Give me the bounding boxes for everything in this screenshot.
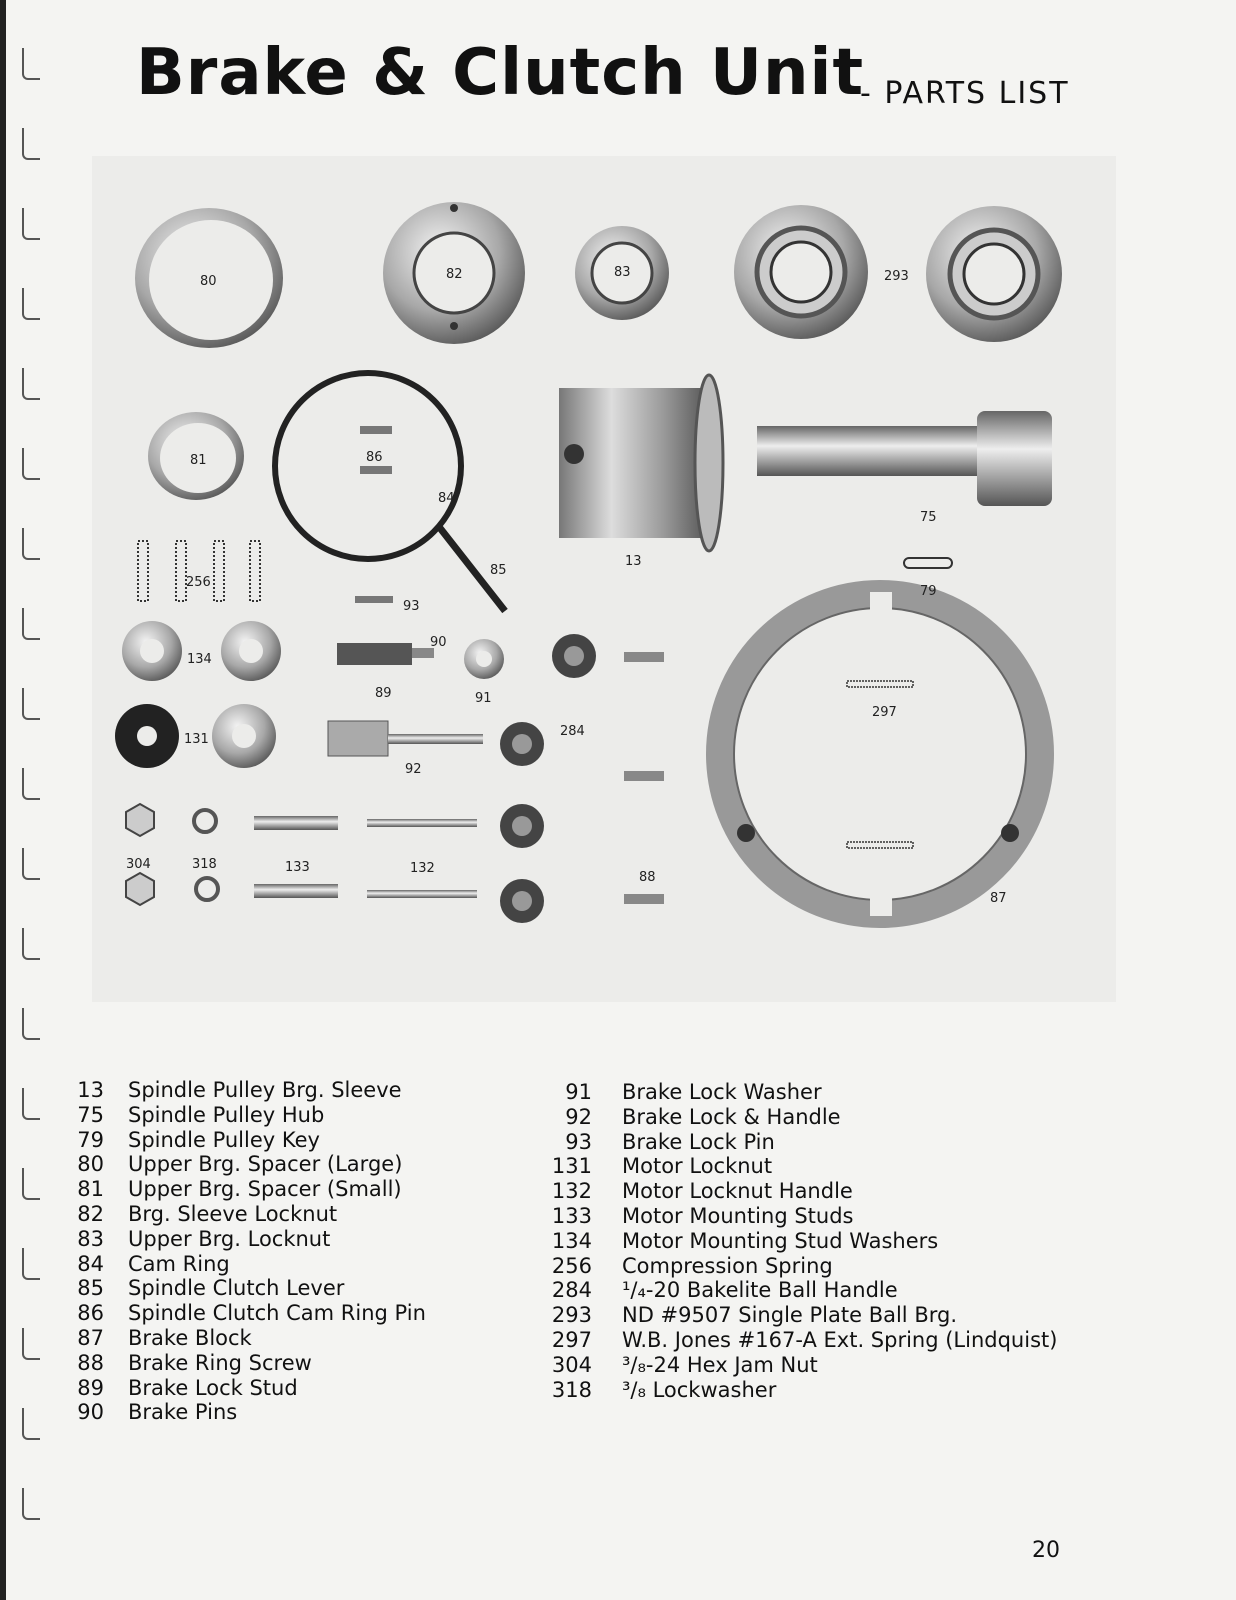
part-304-nuts bbox=[126, 804, 154, 905]
part-293-bearing-a bbox=[734, 205, 868, 339]
part-84-cam-ring bbox=[275, 373, 505, 611]
list-item bbox=[68, 1351, 426, 1376]
part-284-ball-handles bbox=[500, 634, 596, 923]
binder-ring bbox=[22, 1328, 40, 1360]
part-number: 87 bbox=[77, 1325, 104, 1350]
part-88-screws bbox=[624, 652, 664, 904]
part-134-washers bbox=[122, 621, 281, 681]
part-92-handle bbox=[328, 721, 483, 756]
page-subtitle: - PARTS LIST bbox=[860, 76, 1070, 111]
part-name: Brake Ring Screw bbox=[128, 1350, 312, 1375]
list-item bbox=[68, 1202, 426, 1227]
part-number: 85 bbox=[77, 1276, 104, 1301]
list-item bbox=[546, 1303, 1057, 1328]
part-number: 82 bbox=[77, 1201, 104, 1226]
part-number: 132 bbox=[551, 1179, 592, 1204]
part-89-stud bbox=[337, 643, 434, 665]
part-name: ³/₈-24 Hex Jam Nut bbox=[622, 1352, 818, 1377]
part-number: 79 bbox=[77, 1127, 104, 1152]
part-name: Brake Lock Pin bbox=[622, 1129, 775, 1154]
list-item bbox=[68, 1152, 426, 1177]
label-75: 75 bbox=[920, 510, 937, 525]
list-item bbox=[546, 1105, 1057, 1130]
part-number: 92 bbox=[565, 1104, 592, 1129]
label-79: 79 bbox=[920, 584, 937, 599]
part-number: 134 bbox=[551, 1228, 592, 1253]
label-304: 304 bbox=[126, 857, 151, 872]
part-91-washer bbox=[464, 639, 504, 679]
list-item bbox=[546, 1229, 1057, 1254]
part-number: 90 bbox=[77, 1400, 104, 1425]
label-133: 133 bbox=[285, 860, 310, 875]
part-name: Brake Block bbox=[128, 1325, 252, 1350]
part-number: 131 bbox=[551, 1154, 592, 1179]
part-name: ND #9507 Single Plate Ball Brg. bbox=[622, 1303, 957, 1328]
part-79-key bbox=[904, 558, 952, 568]
part-number: 133 bbox=[551, 1203, 592, 1228]
binder-ring bbox=[22, 288, 40, 320]
part-318-lockwashers bbox=[194, 810, 218, 900]
part-name: Compression Spring bbox=[622, 1253, 833, 1278]
part-name: Brake Pins bbox=[128, 1400, 238, 1425]
binder-ring bbox=[22, 448, 40, 480]
label-132: 132 bbox=[410, 861, 435, 876]
part-number: 93 bbox=[565, 1129, 592, 1154]
part-number: 318 bbox=[551, 1377, 592, 1402]
parts-list-left bbox=[68, 1078, 426, 1425]
list-item bbox=[546, 1378, 1057, 1403]
label-93: 93 bbox=[403, 599, 420, 614]
binder-ring bbox=[22, 528, 40, 560]
label-13: 13 bbox=[625, 554, 642, 569]
binder-ring bbox=[22, 1088, 40, 1120]
part-number: 297 bbox=[551, 1327, 592, 1352]
part-number: 75 bbox=[77, 1102, 104, 1127]
part-number: 256 bbox=[551, 1253, 592, 1278]
list-item bbox=[68, 1301, 426, 1326]
label-80: 80 bbox=[200, 274, 217, 289]
list-item bbox=[546, 1328, 1057, 1353]
label-293: 293 bbox=[884, 269, 909, 284]
binder-ring bbox=[22, 608, 40, 640]
part-256-springs bbox=[138, 541, 260, 601]
parts-illustration bbox=[92, 156, 1116, 1002]
list-item bbox=[68, 1078, 426, 1103]
list-item bbox=[546, 1130, 1057, 1155]
label-83: 83 bbox=[614, 265, 631, 280]
binder-ring bbox=[22, 1248, 40, 1280]
part-number: 13 bbox=[77, 1078, 104, 1102]
label-256: 256 bbox=[186, 575, 211, 590]
binder-ring bbox=[22, 928, 40, 960]
part-number: 83 bbox=[77, 1226, 104, 1251]
label-284: 284 bbox=[560, 724, 585, 739]
list-item bbox=[546, 1080, 1057, 1105]
part-number: 89 bbox=[77, 1375, 104, 1400]
binder-ring bbox=[22, 1488, 40, 1520]
label-90: 90 bbox=[430, 635, 447, 650]
part-name: Brake Lock Stud bbox=[128, 1375, 298, 1400]
part-87-brake-block bbox=[720, 592, 1040, 916]
label-131: 131 bbox=[184, 732, 209, 747]
part-number: 81 bbox=[77, 1177, 104, 1202]
label-134: 134 bbox=[187, 652, 212, 667]
part-number: 304 bbox=[551, 1352, 592, 1377]
part-name: Brake Lock Washer bbox=[622, 1080, 822, 1104]
part-name: Spindle Pulley Brg. Sleeve bbox=[128, 1078, 402, 1102]
part-name: Upper Brg. Spacer (Small) bbox=[128, 1177, 402, 1202]
part-132-handles bbox=[367, 819, 477, 898]
label-297: 297 bbox=[872, 705, 897, 720]
binding-edge bbox=[0, 0, 6, 1600]
part-75-hub bbox=[757, 411, 1052, 506]
part-name: Brake Lock & Handle bbox=[622, 1104, 841, 1129]
part-name: Motor Locknut Handle bbox=[622, 1179, 853, 1204]
page-number: 20 bbox=[1032, 1538, 1060, 1563]
list-item bbox=[546, 1278, 1057, 1303]
part-number: 293 bbox=[551, 1303, 592, 1328]
list-item bbox=[68, 1103, 426, 1128]
binder-ring bbox=[22, 368, 40, 400]
page-title: Brake & Clutch Unit bbox=[136, 36, 865, 110]
binder-ring bbox=[22, 48, 40, 80]
part-name: Upper Brg. Spacer (Large) bbox=[128, 1152, 403, 1177]
part-133-studs bbox=[254, 816, 338, 898]
part-name: Cam Ring bbox=[128, 1251, 230, 1276]
label-89: 89 bbox=[375, 686, 392, 701]
list-item bbox=[68, 1128, 426, 1153]
part-name: ³/₈ Lockwasher bbox=[622, 1377, 777, 1402]
part-name: Upper Brg. Locknut bbox=[128, 1226, 331, 1251]
binder-ring bbox=[22, 208, 40, 240]
binder-ring bbox=[22, 688, 40, 720]
label-81: 81 bbox=[190, 453, 207, 468]
part-13-sleeve bbox=[559, 375, 723, 551]
binder-ring bbox=[22, 128, 40, 160]
part-number: 80 bbox=[77, 1152, 104, 1177]
list-item bbox=[68, 1227, 426, 1252]
binder-ring bbox=[22, 768, 40, 800]
label-85: 85 bbox=[490, 563, 507, 578]
list-item bbox=[546, 1154, 1057, 1179]
list-item bbox=[546, 1204, 1057, 1229]
parts-list-right bbox=[546, 1080, 1057, 1402]
label-92: 92 bbox=[405, 762, 422, 777]
list-item bbox=[68, 1276, 426, 1301]
part-name: W.B. Jones #167-A Ext. Spring (Lindquist) bbox=[622, 1327, 1058, 1352]
list-item bbox=[68, 1376, 426, 1401]
part-name: Brg. Sleeve Locknut bbox=[128, 1201, 338, 1226]
label-91: 91 bbox=[475, 691, 492, 706]
binder-ring bbox=[22, 848, 40, 880]
list-item bbox=[68, 1400, 426, 1425]
list-item bbox=[68, 1326, 426, 1351]
part-number: 88 bbox=[77, 1350, 104, 1375]
part-name: Motor Mounting Studs bbox=[622, 1203, 854, 1228]
label-82: 82 bbox=[446, 267, 463, 282]
part-number: 84 bbox=[77, 1251, 104, 1276]
part-name: Spindle Clutch Cam Ring Pin bbox=[128, 1301, 426, 1326]
part-number: 86 bbox=[77, 1301, 104, 1326]
part-number: 91 bbox=[565, 1080, 592, 1104]
part-93-pin bbox=[355, 596, 393, 603]
list-item bbox=[546, 1353, 1057, 1378]
label-87: 87 bbox=[990, 891, 1007, 906]
binder-ring bbox=[22, 1008, 40, 1040]
label-84: 84 bbox=[438, 491, 455, 506]
list-item bbox=[546, 1254, 1057, 1279]
part-number: 284 bbox=[551, 1278, 592, 1303]
list-item bbox=[546, 1179, 1057, 1204]
label-86: 86 bbox=[366, 450, 383, 465]
part-name: Motor Mounting Stud Washers bbox=[622, 1228, 939, 1253]
binder-ring bbox=[22, 1408, 40, 1440]
part-name: Spindle Pulley Hub bbox=[128, 1102, 325, 1127]
list-item bbox=[68, 1252, 426, 1277]
label-88: 88 bbox=[639, 870, 656, 885]
part-name: Spindle Pulley Key bbox=[128, 1127, 320, 1152]
binder-ring bbox=[22, 1168, 40, 1200]
parts-photo bbox=[92, 156, 1116, 1002]
part-name: Spindle Clutch Lever bbox=[128, 1276, 345, 1301]
part-name: Motor Locknut bbox=[622, 1154, 773, 1179]
part-name: ¹/₄-20 Bakelite Ball Handle bbox=[622, 1278, 898, 1303]
list-item bbox=[68, 1177, 426, 1202]
part-293-bearing-b bbox=[926, 206, 1062, 342]
label-318: 318 bbox=[192, 857, 217, 872]
